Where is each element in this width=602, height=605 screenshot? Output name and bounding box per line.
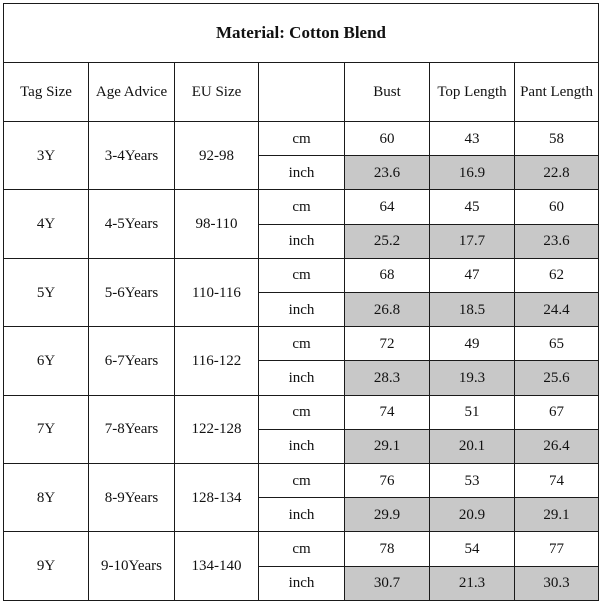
unit-label-cm: cm (259, 532, 345, 566)
tag-size-cell: 4Y (4, 190, 89, 258)
bust-inch-cell: 30.7 (345, 566, 430, 600)
eu-size-cell: 92-98 (175, 122, 259, 190)
age-advice-cell: 9-10Years (89, 532, 175, 601)
pant-length-cm-cell: 60 (515, 190, 599, 224)
bust-inch-cell: 26.8 (345, 293, 430, 327)
age-advice-cell: 7-8Years (89, 395, 175, 463)
bust-inch-cell: 29.1 (345, 429, 430, 463)
tag-size-cell: 8Y (4, 464, 89, 532)
size-rows (4, 122, 599, 601)
bust-inch-cell: 23.6 (345, 156, 430, 190)
bust-cm-cell: 72 (345, 327, 430, 361)
unit-label-inch: inch (259, 156, 345, 190)
bust-cm-cell: 60 (345, 122, 430, 156)
pant-length-inch-cell: 25.6 (515, 361, 599, 395)
top-length-inch-cell: 20.9 (430, 498, 515, 532)
pant-length-inch-cell: 26.4 (515, 429, 599, 463)
top-length-inch-cell: 16.9 (430, 156, 515, 190)
pant-length-cm-cell: 74 (515, 464, 599, 498)
size-row-cm (4, 532, 599, 566)
unit-label-cm: cm (259, 122, 345, 156)
pant-length-cm-cell: 77 (515, 532, 599, 566)
size-row-cm (4, 327, 599, 361)
bust-inch-cell: 29.9 (345, 498, 430, 532)
pant-length-inch-cell: 30.3 (515, 566, 599, 600)
top-length-inch-cell: 18.5 (430, 293, 515, 327)
eu-size-cell: 110-116 (175, 258, 259, 326)
pant-length-inch-cell: 23.6 (515, 224, 599, 258)
bust-cm-cell: 64 (345, 190, 430, 224)
top-length-cm-cell: 47 (430, 258, 515, 292)
tag-size-cell: 6Y (4, 327, 89, 395)
size-row-cm (4, 395, 599, 429)
pant-length-cm-cell: 67 (515, 395, 599, 429)
age-advice-cell: 4-5Years (89, 190, 175, 258)
top-length-inch-cell: 17.7 (430, 224, 515, 258)
top-length-inch-cell: 21.3 (430, 566, 515, 600)
bust-cm-cell: 76 (345, 464, 430, 498)
header-age-advice: Age Advice (89, 63, 175, 122)
unit-label-cm: cm (259, 258, 345, 292)
unit-label-inch: inch (259, 293, 345, 327)
top-length-cm-cell: 45 (430, 190, 515, 224)
tag-size-cell: 7Y (4, 395, 89, 463)
pant-length-inch-cell: 24.4 (515, 293, 599, 327)
unit-label-cm: cm (259, 464, 345, 498)
pant-length-cm-cell: 65 (515, 327, 599, 361)
bust-cm-cell: 78 (345, 532, 430, 566)
bust-cm-cell: 68 (345, 258, 430, 292)
top-length-inch-cell: 20.1 (430, 429, 515, 463)
age-advice-cell: 5-6Years (89, 258, 175, 326)
unit-label-inch: inch (259, 498, 345, 532)
header-bust: Bust (345, 63, 430, 122)
top-length-cm-cell: 43 (430, 122, 515, 156)
eu-size-cell: 128-134 (175, 464, 259, 532)
pant-length-cm-cell: 58 (515, 122, 599, 156)
header-eu-size: EU Size (175, 63, 259, 122)
title-row (4, 4, 599, 63)
size-row-cm (4, 464, 599, 498)
size-row-cm (4, 190, 599, 224)
unit-label-inch: inch (259, 361, 345, 395)
top-length-inch-cell: 19.3 (430, 361, 515, 395)
top-length-cm-cell: 53 (430, 464, 515, 498)
pant-length-cm-cell: 62 (515, 258, 599, 292)
unit-label-inch: inch (259, 429, 345, 463)
eu-size-cell: 98-110 (175, 190, 259, 258)
size-row-cm (4, 122, 599, 156)
eu-size-cell: 134-140 (175, 532, 259, 601)
header-top-length: Top Length (430, 63, 515, 122)
pant-length-inch-cell: 29.1 (515, 498, 599, 532)
top-length-cm-cell: 54 (430, 532, 515, 566)
size-row-cm (4, 258, 599, 292)
age-advice-cell: 6-7Years (89, 327, 175, 395)
header-pant-length: Pant Length (515, 63, 599, 122)
unit-label-inch: inch (259, 224, 345, 258)
bust-cm-cell: 74 (345, 395, 430, 429)
tag-size-cell: 5Y (4, 258, 89, 326)
age-advice-cell: 8-9Years (89, 464, 175, 532)
top-length-cm-cell: 49 (430, 327, 515, 361)
header-row (4, 63, 599, 122)
top-length-cm-cell: 51 (430, 395, 515, 429)
header-unit (259, 63, 345, 122)
header-tag-size: Tag Size (4, 63, 89, 122)
pant-length-inch-cell: 22.8 (515, 156, 599, 190)
size-chart-table (3, 3, 599, 601)
tag-size-cell: 3Y (4, 122, 89, 190)
bust-inch-cell: 25.2 (345, 224, 430, 258)
tag-size-cell: 9Y (4, 532, 89, 601)
unit-label-inch: inch (259, 566, 345, 600)
eu-size-cell: 116-122 (175, 327, 259, 395)
unit-label-cm: cm (259, 395, 345, 429)
unit-label-cm: cm (259, 327, 345, 361)
age-advice-cell: 3-4Years (89, 122, 175, 190)
table-title: Material: Cotton Blend (4, 4, 599, 63)
bust-inch-cell: 28.3 (345, 361, 430, 395)
unit-label-cm: cm (259, 190, 345, 224)
eu-size-cell: 122-128 (175, 395, 259, 463)
